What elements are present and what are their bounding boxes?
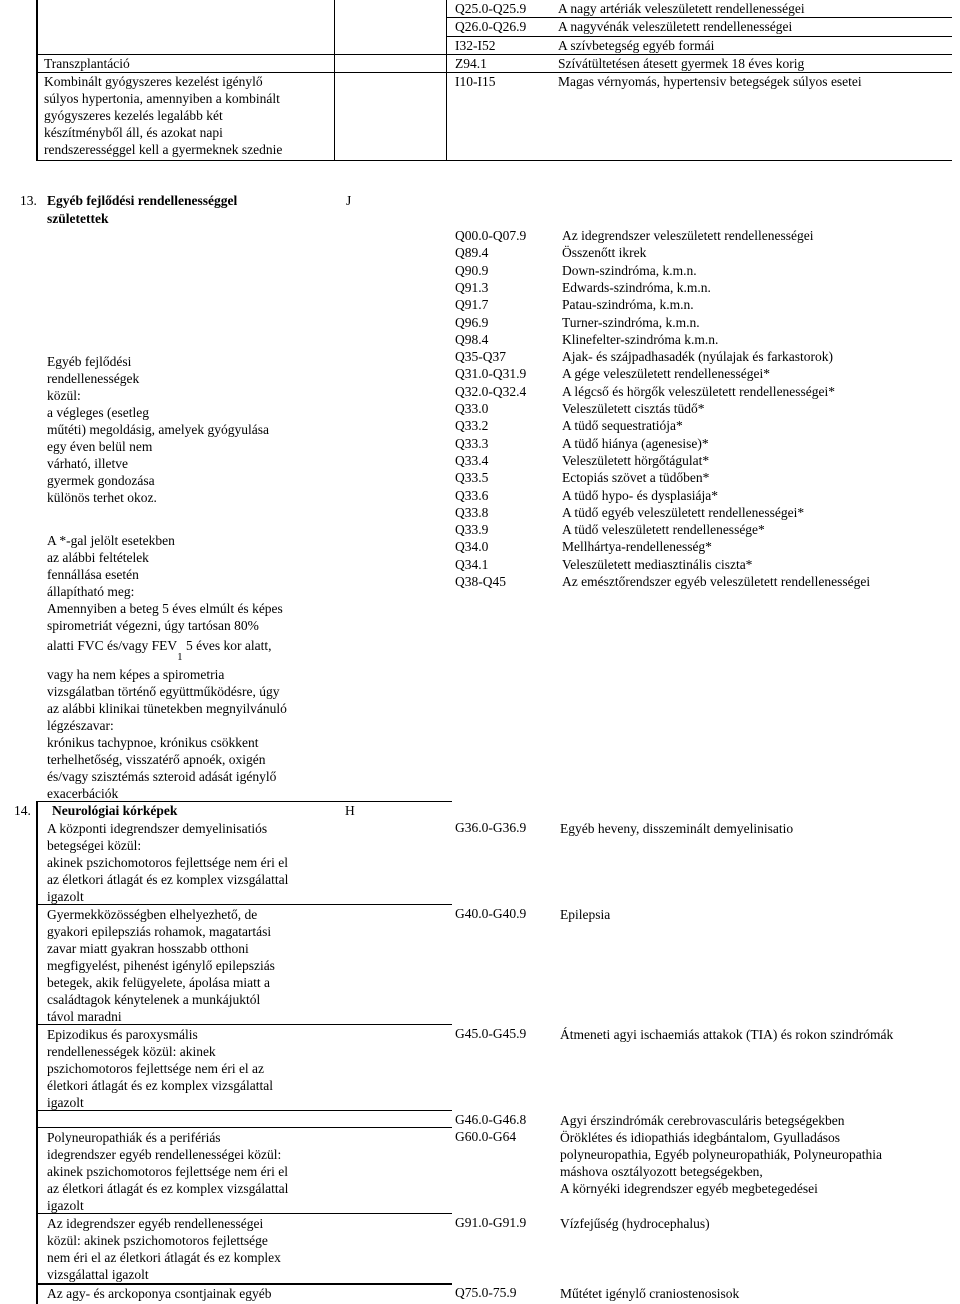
condition-line: igazolt <box>47 1095 84 1110</box>
code-cell: Q32.0-Q32.4 <box>455 384 527 399</box>
code-cell: Q33.6 <box>455 488 489 503</box>
code-cell: Q34.0 <box>455 539 489 554</box>
desc-cell: Down-szindróma, k.m.n. <box>562 263 697 278</box>
row-divider <box>36 1283 452 1284</box>
condition-line: közül: akinek pszichomotoros fejlettsége <box>47 1233 268 1248</box>
condition-line: családtagok kénytelenek a munkájuktól <box>47 992 261 1007</box>
desc-line: máshova osztályozott betegségekben, <box>560 1164 763 1179</box>
code-cell: Q33.3 <box>455 436 489 451</box>
condition-line: távol maradni <box>47 1009 122 1024</box>
code-cell: G36.0-G36.9 <box>455 820 527 835</box>
section-title-cont: születettek <box>47 211 109 226</box>
code-cell: Q75.0-75.9 <box>455 1285 517 1300</box>
code-cell: Q00.0-Q07.9 <box>455 228 527 243</box>
desc-cell: Magas vérnyomás, hypertensiv betegségek súlyos esetei <box>558 74 862 89</box>
code-cell: Q31.0-Q31.9 <box>455 366 527 381</box>
condition-text <box>47 906 275 1025</box>
desc-cell: Veleszületett hörgőtágulat* <box>562 453 710 468</box>
condition-line: A központi idegrendszer demyelinisatiós <box>47 821 268 836</box>
desc-cell: Klinefelter-szindróma k.m.n. <box>562 332 719 347</box>
code-cell: Q91.7 <box>455 297 489 312</box>
section-title: Neurológiai kórképek <box>52 803 178 818</box>
fev-line: alatti FVC és/vagy $FEV_1$ 5 éves kor alatt, <box>47 638 272 663</box>
code-cell: G45.0-G45.9 <box>455 1026 527 1041</box>
code-cell: Q33.5 <box>455 470 489 485</box>
section-number: 13. <box>20 193 37 208</box>
desc-line: A környéki idegrendszer egyéb megbetegedései <box>560 1181 818 1196</box>
desc-cell <box>560 820 793 837</box>
code-cell: Q26.0-Q26.9 <box>455 19 527 34</box>
condition-line: Az agy- és arckoponya csontjainak egyéb <box>47 1286 272 1301</box>
code-cell: Q91.3 <box>455 280 489 295</box>
condition-text <box>47 1285 272 1302</box>
desc-cell: Az emésztőrendszer egyéb veleszületett rendellenességei <box>562 574 871 589</box>
transplant-label: Transzplantáció <box>44 56 130 71</box>
desc-line: Vízfejűség (hydrocephalus) <box>560 1216 710 1231</box>
desc-cell: A nagy artériák veleszületett rendellenességei <box>558 1 805 16</box>
desc-cell: Edwards-szindróma, k.m.n. <box>562 280 711 295</box>
code-cell: I10-I15 <box>455 74 496 89</box>
section-letter: H <box>345 803 355 818</box>
code-cell: G40.0-G40.9 <box>455 906 527 921</box>
condition-line: az életkori átlagát és ez komplex vizsgálattal <box>47 872 289 887</box>
row-divider <box>36 1127 452 1128</box>
desc-cell: Turner-szindróma, k.m.n. <box>562 315 700 330</box>
desc-line: Öröklétes és idiopathiás idegbántalom, Gyulladásos <box>560 1130 841 1145</box>
desc-cell: A tüdő sequestratiója* <box>562 418 683 433</box>
code-cell: G91.0-G91.9 <box>455 1215 527 1230</box>
code-cell: Q38-Q45 <box>455 574 506 589</box>
condition-line: idegrendszer egyéb rendellenességei közül: <box>47 1147 282 1162</box>
section13-conditions: A *-gal jelölt esetekben az alábbi feltételek fennállása esetén állapítható meg: Amennyiben a beteg 5 éves elmúlt és képes spirometriát végezni, úgy tartósan 80% <box>47 533 283 633</box>
desc-cell: Mellhártya-rendellenesség* <box>562 539 712 554</box>
code-cell: Q35-Q37 <box>455 349 506 364</box>
condition-text <box>47 1026 273 1111</box>
condition-line: Az idegrendszer egyéb rendellenességei <box>47 1216 264 1231</box>
desc-cell <box>560 1112 845 1129</box>
condition-line: akinek pszichomotoros fejlettsége nem éri el <box>47 855 289 870</box>
desc-cell: Patau-szindróma, k.m.n. <box>562 297 694 312</box>
desc-cell: Veleszületett mediasztinális ciszta* <box>562 557 753 572</box>
condition-line: Gyermekközösségben elhelyezhető, de <box>47 907 258 922</box>
section-title: Egyéb fejlődési rendellenességgel <box>47 193 238 208</box>
section-number: 14. <box>14 803 31 818</box>
code-cell: Q33.4 <box>455 453 489 468</box>
desc-cell: A légcső és hörgők veleszületett rendellenességei* <box>562 384 836 399</box>
code-cell: Q33.0 <box>455 401 489 416</box>
condition-line: igazolt <box>47 1198 84 1213</box>
section13-description: Egyéb fejlődési rendellenességek közül: a végleges (esetleg műtéti) megoldásig, amelyek gyógyulása egy éven belül nem várható, illetve gyermek gondozása különös terhet okoz. <box>47 354 269 505</box>
desc-cell: A tüdő veleszületett rendellenessége* <box>562 522 765 537</box>
desc-line: Egyéb heveny, disszeminált demyelinisatio <box>560 821 794 836</box>
condition-text <box>47 1129 288 1214</box>
desc-cell <box>560 1129 882 1197</box>
desc-line: Epilepsia <box>560 907 611 922</box>
desc-cell: Az idegrendszer veleszületett rendellenességei <box>562 228 814 243</box>
condition-line: gyakori epilepsziás rohamok, magatartási <box>47 924 272 939</box>
code-cell: Q34.1 <box>455 557 489 572</box>
desc-line: Agyi érszindrómák cerebrovasculáris betegségekben <box>560 1113 845 1128</box>
condition-line: az életkori átlagát és ez komplex vizsgálattal <box>47 1181 289 1196</box>
code-cell: Q25.0-Q25.9 <box>455 1 527 16</box>
code-cell: Z94.1 <box>455 56 487 71</box>
code-cell: G60.0-G64 <box>455 1129 517 1144</box>
desc-cell: A szívbetegség egyéb formái <box>558 38 715 53</box>
desc-line: Műtétet igénylő craniostenosisok <box>560 1286 740 1301</box>
code-cell: Q33.9 <box>455 522 489 537</box>
section-letter: J <box>346 193 352 208</box>
condition-line: Polyneuropathiák és a perifériás <box>47 1130 221 1145</box>
desc-cell: Szívátültetésen átesett gyermek 18 éves korig <box>558 56 805 71</box>
condition-line: megfigyelést, pihenést igénylő epilepsziás <box>47 958 275 973</box>
code-cell: G46.0-G46.8 <box>455 1112 527 1127</box>
condition-text <box>47 820 288 905</box>
desc-cell: Összenőtt ikrek <box>562 245 647 260</box>
code-cell: Q33.8 <box>455 505 489 520</box>
desc-cell: A tüdő egyéb veleszületett rendellenességei* <box>562 505 805 520</box>
desc-cell: Veleszületett cisztás tüdő* <box>562 401 705 416</box>
condition-line: igazolt <box>47 889 84 904</box>
desc-cell: A nagyvénák veleszületett rendellenességei <box>558 19 793 34</box>
condition-text <box>47 1215 281 1283</box>
condition-line: nem éri el az életkori átlagát és ez komplex <box>47 1250 281 1265</box>
code-cell: Q98.4 <box>455 332 489 347</box>
condition-line: rendellenességek közül: akinek <box>47 1044 216 1059</box>
desc-cell: Ectopiás szövet a tüdőben* <box>562 470 710 485</box>
desc-cell: A gége veleszületett rendellenességei* <box>562 366 771 381</box>
condition-line: Epizodikus és paroxysmális <box>47 1027 198 1042</box>
section13-conditions-cont: vagy ha nem képes a spirometria vizsgálatban történő együttműködésre, úgy az alábbi klinikai tünetekben megnyilvánuló légzészavar: krónikus tachypnoe, krónikus csökkent terhelhetőség, visszatérő apnoék, oxigén és/vagy szisztémás szteroid adását igénylő exacerbációk <box>47 667 287 801</box>
condition-line: pszichomotoros fejlettsége nem éri el az <box>47 1061 265 1076</box>
code-cell: Q96.9 <box>455 315 489 330</box>
condition-line: életkori átlagát és ez komplex vizsgálattal <box>47 1078 274 1093</box>
condition-line: vizsgálattal igazolt <box>47 1267 149 1282</box>
desc-line: polyneuropathia, Egyéb polyneuropathiák, Polyneuropathia <box>560 1147 883 1162</box>
desc-cell: Ajak- és szájpadhasadék (nyúlajak és farkastorok) <box>562 349 834 364</box>
condition-line: akinek pszichomotoros fejlettsége nem éri el <box>47 1164 289 1179</box>
desc-cell <box>560 1026 893 1043</box>
code-cell: Q89.4 <box>455 245 489 260</box>
condition-line: betegségei közül: <box>47 838 142 853</box>
code-cell: I32-I52 <box>455 38 496 53</box>
condition-line: zavar miatt gyakran hosszabb otthoni <box>47 941 249 956</box>
combined-therapy-text: Kombinált gyógyszeres kezelést igénylő súlyos hypertonia, amennyiben a kombinált gyógyszeres kezelés legalább két készítményből áll, és azokat napi rendszerességgel kell a gyermeknek szednie <box>44 74 283 157</box>
code-cell: Q90.9 <box>455 263 489 278</box>
desc-cell <box>560 906 610 923</box>
desc-cell <box>560 1285 739 1302</box>
desc-line: Átmeneti agyi ischaemiás attakok (TIA) és rokon szindrómák <box>560 1027 894 1042</box>
desc-cell <box>560 1215 710 1232</box>
code-cell: Q33.2 <box>455 418 489 433</box>
desc-cell: A tüdő hypo- és dysplasiája* <box>562 488 718 503</box>
condition-line: betegek, akik felügyelete, ápolása miatt a <box>47 975 271 990</box>
desc-cell: A tüdő hiánya (agenesise)* <box>562 436 709 451</box>
